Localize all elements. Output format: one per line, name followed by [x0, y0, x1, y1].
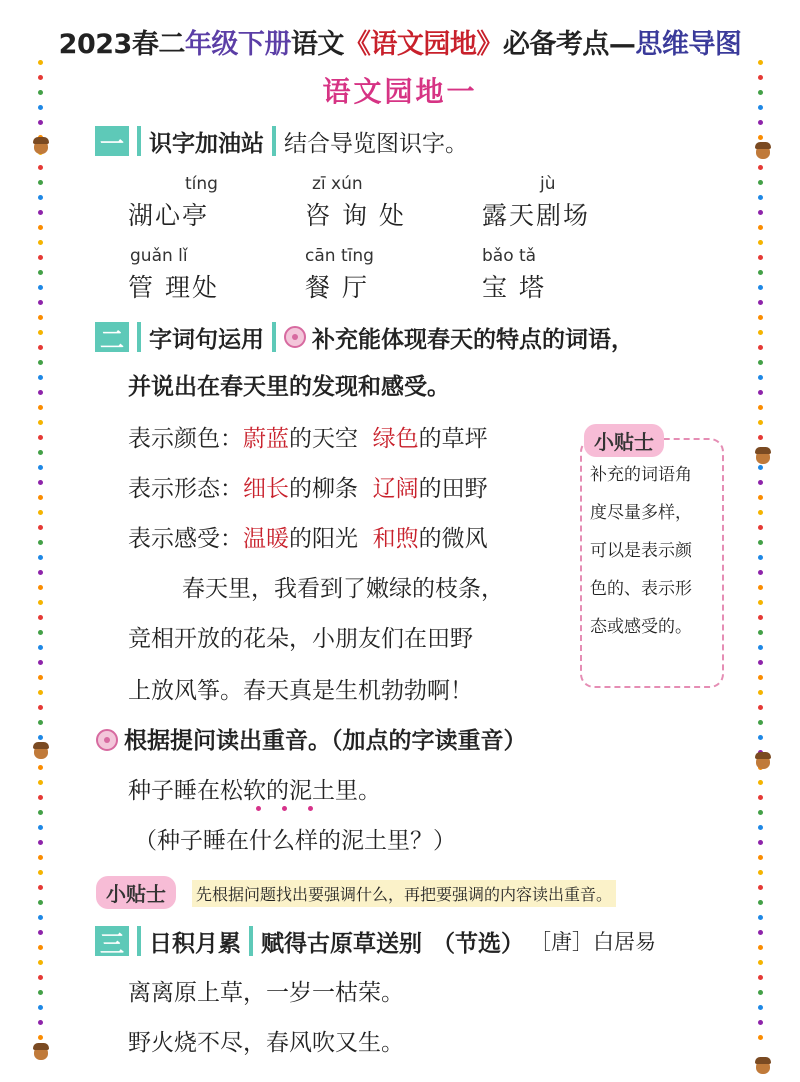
border-dot: [758, 285, 763, 290]
border-dot: [758, 360, 763, 365]
border-dot: [758, 420, 763, 425]
border-dot: [758, 195, 763, 200]
border-dot: [38, 405, 43, 410]
border-dot: [38, 435, 43, 440]
pinyin: zī xún: [312, 174, 363, 194]
border-dot: [758, 795, 763, 800]
border-dot: [758, 645, 763, 650]
border-dot: [758, 585, 763, 590]
border-dot: [38, 270, 43, 275]
pinyin: guǎn lǐ: [130, 246, 188, 266]
tip-tag: 小贴士: [584, 424, 664, 457]
pinyin: tíng: [185, 174, 218, 194]
border-dot: [758, 540, 763, 545]
border-dot: [38, 450, 43, 455]
border-dot: [38, 255, 43, 260]
border-dot: [758, 1020, 763, 1025]
border-dot: [38, 945, 43, 950]
border-dot: [38, 480, 43, 485]
border-dot: [38, 360, 43, 365]
border-dot: [38, 630, 43, 635]
border-dot: [758, 510, 763, 515]
border-dot: [38, 1035, 43, 1040]
border-dot: [758, 390, 763, 395]
border-dot: [758, 555, 763, 560]
border-dot: [38, 810, 43, 815]
section-desc-continued: 并说出在春天里的发现和感受。: [128, 374, 450, 400]
border-dot: [38, 960, 43, 965]
border-dot: [38, 285, 43, 290]
border-dot: [758, 435, 763, 440]
acorn-icon: [34, 1046, 48, 1060]
border-dot: [758, 990, 763, 995]
border-dot: [38, 870, 43, 875]
border-dot: [38, 165, 43, 170]
border-dot: [38, 120, 43, 125]
pinyin: jù: [540, 174, 556, 194]
pinyin: cān tīng: [305, 246, 374, 266]
border-dot: [758, 615, 763, 620]
border-dot: [38, 390, 43, 395]
section-name: 日积月累: [149, 930, 241, 957]
border-dot: [38, 315, 43, 320]
flower-icon: [284, 326, 306, 348]
border-dot: [758, 120, 763, 125]
stress-dot: [256, 806, 261, 811]
border-dot: [758, 720, 763, 725]
stress-dot: [308, 806, 313, 811]
section-2-header: [95, 320, 634, 354]
border-dot: [758, 675, 763, 680]
tip-tag: 小贴士: [96, 876, 176, 909]
section-desc: 结合导览图识字。: [284, 130, 468, 157]
border-dot: [758, 945, 763, 950]
acorn-icon: [756, 450, 770, 464]
border-dot: [758, 480, 763, 485]
border-dot: [38, 1005, 43, 1010]
stress-dot: [282, 806, 287, 811]
border-dot: [38, 570, 43, 575]
vocab-word: 餐 厅: [305, 273, 369, 302]
poem-line: 野火烧不尽，春风吹又生。: [128, 1030, 404, 1056]
acorn-icon: [756, 755, 770, 769]
right-dotted-border: [758, 60, 764, 1072]
section-number: 二: [95, 322, 129, 352]
border-dot: [38, 195, 43, 200]
poem-title: 赋得古原草送别: [261, 930, 422, 957]
acorn-icon: [34, 140, 48, 154]
border-dot: [758, 210, 763, 215]
border-dot: [38, 765, 43, 770]
border-dot: [38, 660, 43, 665]
vocab-word: 露天剧场: [482, 201, 591, 230]
acorn-icon: [756, 1060, 770, 1074]
border-dot: [38, 885, 43, 890]
border-dot: [38, 855, 43, 860]
border-dot: [758, 495, 763, 500]
border-dot: [758, 810, 763, 815]
border-dot: [758, 165, 763, 170]
section-1-header: [95, 124, 468, 158]
border-dot: [38, 915, 43, 920]
section-3-header: [95, 924, 656, 958]
border-dot: [38, 645, 43, 650]
stress-title: 根据提问读出重音。（加点的字读重音）: [96, 722, 527, 755]
border-dot: [38, 930, 43, 935]
border-dot: [758, 315, 763, 320]
border-dot: [38, 555, 43, 560]
border-dot: [38, 525, 43, 530]
border-dot: [38, 705, 43, 710]
page-title: 2023春二年级下册语文《语文园地》必备考点—思维导图: [58, 29, 742, 60]
vocab-word: 咨 询 处: [305, 201, 406, 230]
poem-note: （节选）: [432, 930, 524, 957]
border-dot: [758, 630, 763, 635]
border-dot: [758, 225, 763, 230]
border-dot: [38, 795, 43, 800]
border-dot: [38, 420, 43, 425]
border-dot: [758, 300, 763, 305]
border-dot: [38, 675, 43, 680]
border-dot: [758, 915, 763, 920]
vocab-word: 湖心亭: [128, 201, 210, 230]
border-dot: [38, 585, 43, 590]
border-dot: [38, 975, 43, 980]
border-dot: [758, 840, 763, 845]
border-dot: [758, 780, 763, 785]
word-line: 表示颜色：蔚蓝的天空 绿色的草坪: [128, 426, 488, 452]
paragraph-line: 上放风筝。春天真是生机勃勃啊！: [128, 678, 473, 704]
border-dot: [758, 1035, 763, 1040]
border-dot: [758, 375, 763, 380]
border-dot: [758, 735, 763, 740]
border-dot: [38, 180, 43, 185]
border-dot: [38, 900, 43, 905]
border-dot: [38, 825, 43, 830]
border-dot: [758, 690, 763, 695]
section-number: 三: [95, 926, 129, 956]
pinyin: bǎo tǎ: [482, 246, 537, 266]
border-dot: [758, 960, 763, 965]
border-dot: [758, 825, 763, 830]
flower-icon: [96, 729, 118, 751]
stress-sentence: 种子睡在松软的泥土里。: [128, 778, 381, 804]
border-dot: [758, 930, 763, 935]
paragraph-line: 竞相开放的花朵，小朋友们在田野: [128, 626, 473, 652]
stress-question: （种子睡在什么样的泥土里？）: [134, 828, 456, 854]
border-dot: [38, 240, 43, 245]
border-dot: [38, 495, 43, 500]
section-number: 一: [95, 126, 129, 156]
border-dot: [38, 600, 43, 605]
border-dot: [38, 720, 43, 725]
border-dot: [758, 570, 763, 575]
border-dot: [758, 885, 763, 890]
border-dot: [38, 210, 43, 215]
paragraph-line: 春天里，我看到了嫩绿的枝条，: [182, 576, 504, 602]
border-dot: [38, 990, 43, 995]
border-dot: [758, 525, 763, 530]
border-dot: [38, 615, 43, 620]
border-dot: [758, 1005, 763, 1010]
poem-line: 离离原上草，一岁一枯荣。: [128, 980, 404, 1006]
border-dot: [758, 870, 763, 875]
border-dot: [38, 690, 43, 695]
border-dot: [758, 180, 763, 185]
acorn-icon: [756, 145, 770, 159]
border-dot: [38, 300, 43, 305]
section-desc: 补充能体现春天的特点的词语，: [312, 326, 634, 353]
border-dot: [38, 840, 43, 845]
border-dot: [758, 330, 763, 335]
border-dot: [38, 540, 43, 545]
border-dot: [758, 240, 763, 245]
border-dot: [758, 270, 763, 275]
border-dot: [758, 600, 763, 605]
border-dot: [758, 135, 763, 140]
border-dot: [758, 255, 763, 260]
section-name: 识字加油站: [149, 130, 264, 157]
border-dot: [38, 225, 43, 230]
border-dot: [38, 465, 43, 470]
word-line: 表示形态：细长的柳条 辽阔的田野: [128, 476, 488, 502]
border-dot: [38, 330, 43, 335]
border-dot: [38, 780, 43, 785]
section-name: 字词句运用: [149, 326, 264, 353]
left-dotted-border: [38, 60, 44, 1072]
border-dot: [38, 1020, 43, 1025]
border-dot: [758, 660, 763, 665]
vocab-word: 宝 塔: [482, 273, 546, 302]
page-subtitle: 语文园地一: [322, 75, 478, 108]
word-line: 表示感受：温暖的阳光 和煦的微风: [128, 526, 488, 552]
border-dot: [758, 900, 763, 905]
tip-text: 先根据问题找出要强调什么，再把要强调的内容读出重音。: [192, 880, 616, 907]
acorn-icon: [34, 745, 48, 759]
border-dot: [758, 405, 763, 410]
border-dot: [38, 735, 43, 740]
border-dot: [758, 855, 763, 860]
vocab-word: 管 理处: [128, 273, 219, 302]
tip-text: 补充的词语角 度尽量多样， 可以是表示颜 色的、表示形 态或感受的。: [590, 465, 692, 637]
border-dot: [758, 345, 763, 350]
poem-author: ［唐］白居易: [530, 930, 656, 954]
border-dot: [758, 465, 763, 470]
border-dot: [758, 705, 763, 710]
border-dot: [38, 345, 43, 350]
border-dot: [38, 510, 43, 515]
border-dot: [758, 975, 763, 980]
border-dot: [38, 375, 43, 380]
